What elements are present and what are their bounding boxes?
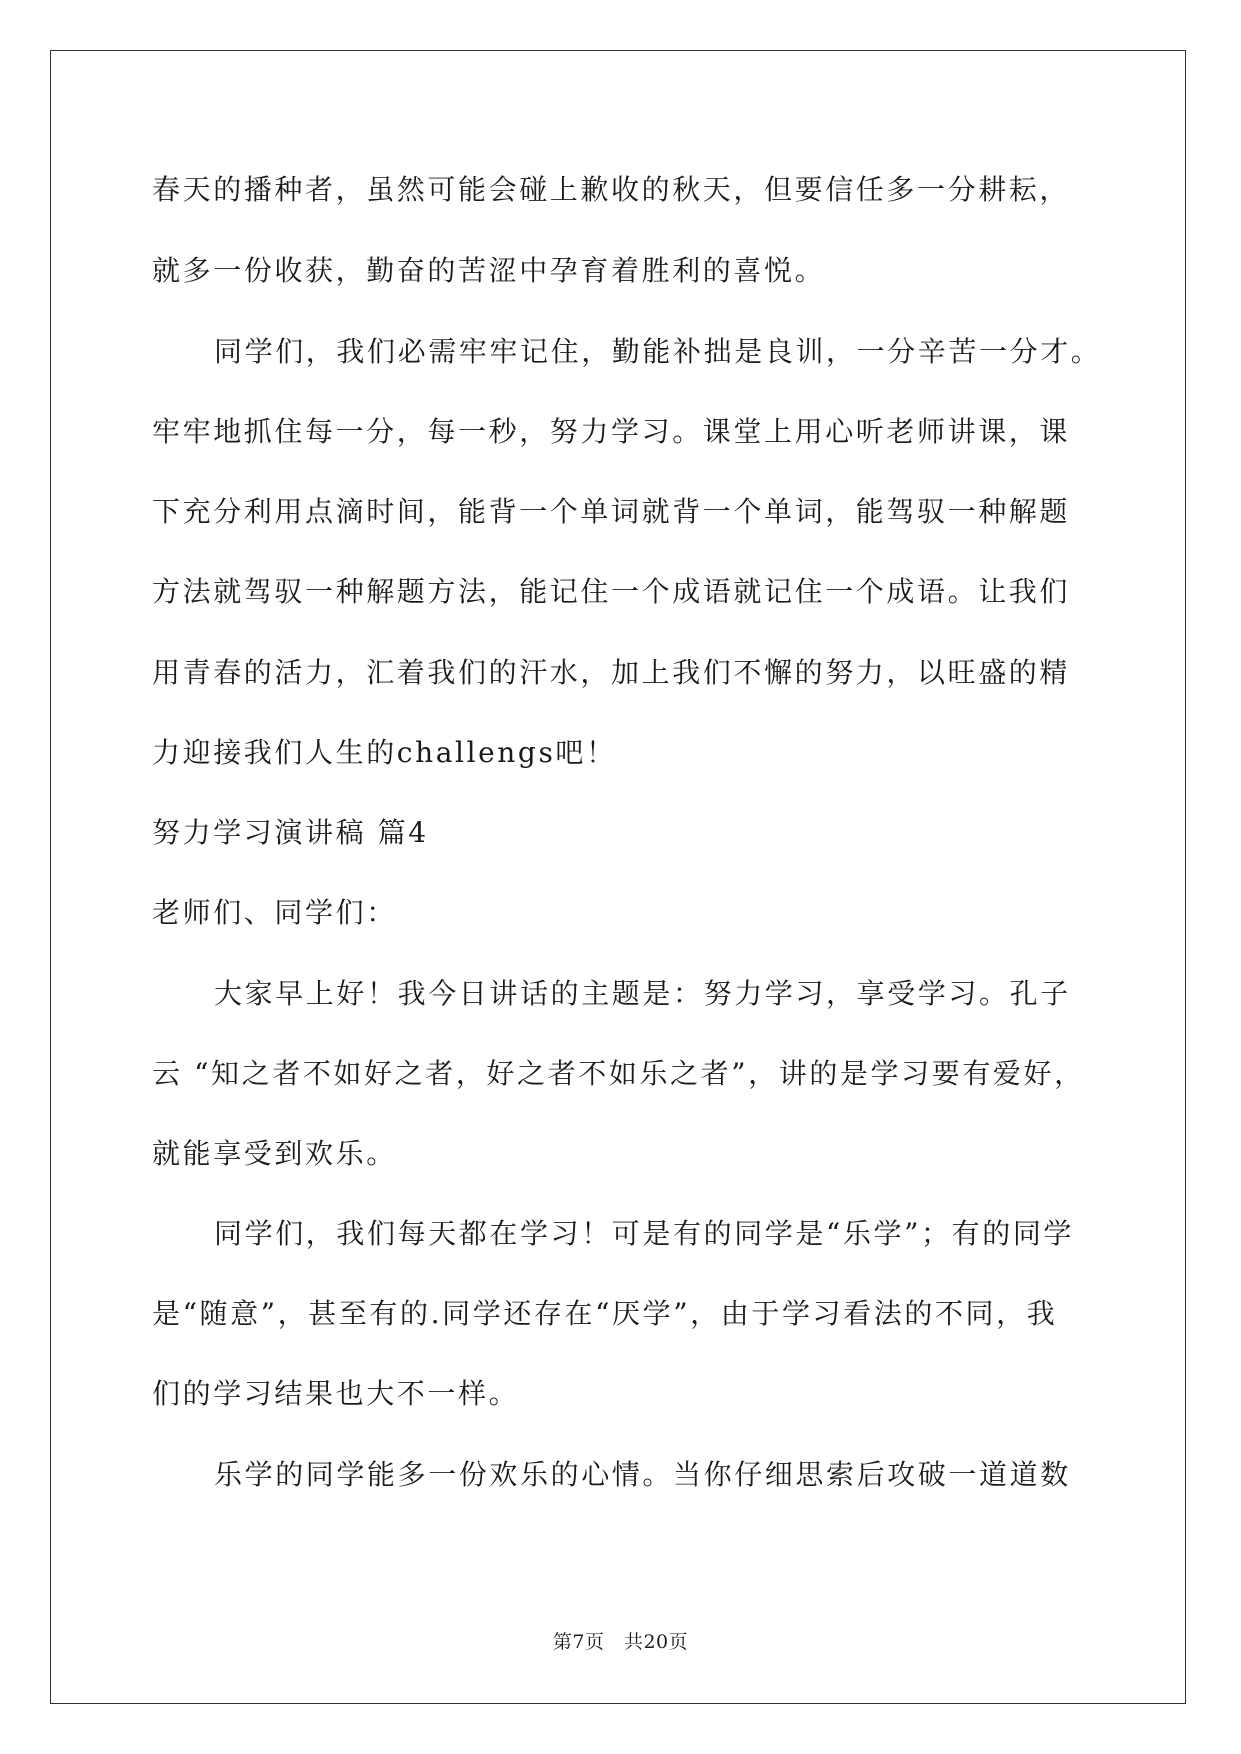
paragraph-line: 牢牢地抓住每一分，每一秒，努力学习。课堂上用心听老师讲课，课 [152, 415, 1071, 448]
paragraph-line: 同学们，我们每天都在学习！可是有的同学是“乐学”；有的同学 [214, 1217, 1075, 1250]
paragraph-line: 就能享受到欢乐。 [152, 1137, 397, 1170]
page-footer: 第7页 共20页 [552, 1631, 689, 1653]
paragraph-line: 春天的播种者，虽然可能会碰上歉收的秋天，但要信任多一分耕耘， [152, 173, 1071, 206]
paragraph-line: 是“随意”，甚至有的.同学还存在“厌学”，由于学习看法的不同，我 [152, 1297, 1058, 1330]
page-frame [50, 50, 1186, 1704]
paragraph-line: 下充分利用点滴时间，能背一个单词就背一个单词，能驾驭一种解题 [152, 495, 1071, 528]
paragraph-line: 同学们，我们必需牢牢记住，勤能补拙是良训，一分辛苦一分才。 [214, 335, 1102, 368]
paragraph-line: 乐学的同学能多一份欢乐的心情。当你仔细思索后攻破一道道数 [214, 1458, 1071, 1491]
paragraph-line: 云 “知之者不如好之者，好之者不如乐之者”，讲的是学习要有爱好， [152, 1057, 1085, 1090]
paragraph-line: 用青春的活力，汇着我们的汗水，加上我们不懈的努力，以旺盛的精 [152, 656, 1071, 689]
salutation: 老师们、同学们： [152, 896, 397, 929]
paragraph-line: 方法就驾驭一种解题方法，能记住一个成语就记住一个成语。让我们 [152, 575, 1071, 608]
section-heading: 努力学习演讲稿 篇4 [152, 816, 429, 849]
paragraph-line: 们的学习结果也大不一样。 [152, 1377, 520, 1410]
paragraph-line: 力迎接我们人生的challengs吧！ [152, 736, 617, 769]
paragraph-line: 就多一份收获，勤奋的苦涩中孕育着胜利的喜悦。 [152, 254, 826, 287]
paragraph-line: 大家早上好！我今日讲话的主题是：努力学习，享受学习。孔子 [214, 977, 1071, 1010]
